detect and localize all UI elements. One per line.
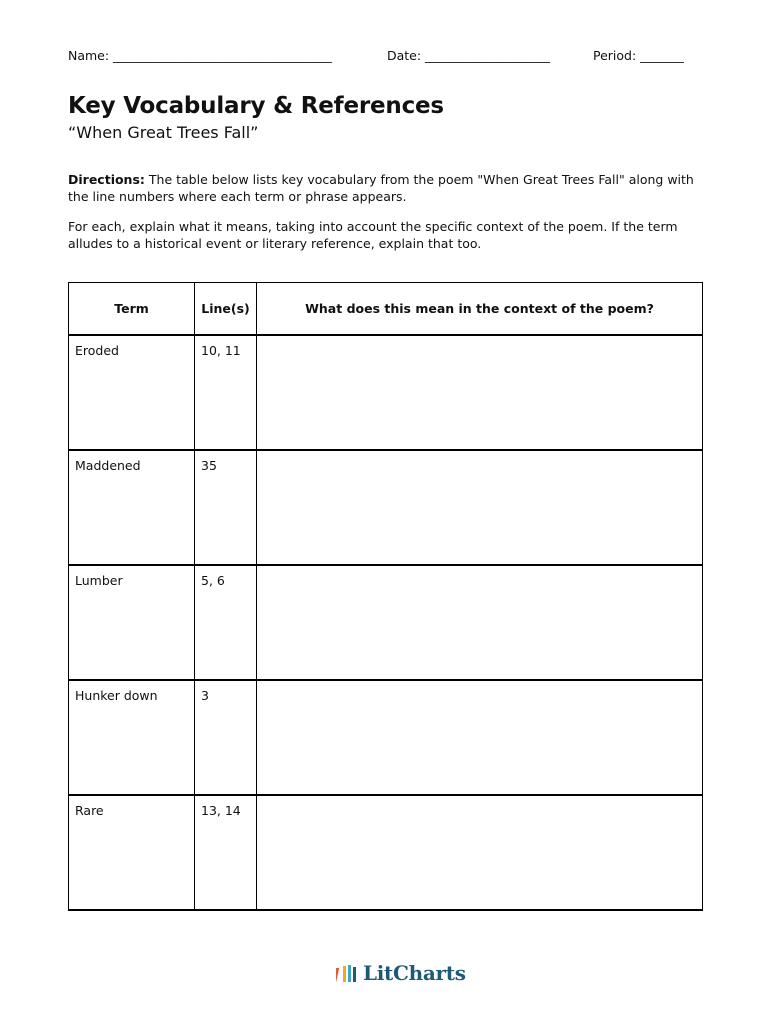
- table-row: [69, 680, 703, 795]
- table-header-row: [69, 283, 703, 336]
- term-cell: Hunker down: [69, 680, 195, 795]
- student-info-header: [68, 48, 698, 66]
- lines-cell: 13, 14: [195, 795, 257, 910]
- meaning-column-header: What does this mean in the context of the poem?: [257, 283, 703, 336]
- table-row: [69, 565, 703, 680]
- term-column-header: Term: [69, 283, 195, 336]
- term-cell: Rare: [69, 795, 195, 910]
- directions-text: The table below lists key vocabulary from the poem "When Great Trees Fall" along with the line numbers where each term or phrase appears.: [68, 172, 694, 204]
- meaning-answer-cell[interactable]: [257, 450, 703, 565]
- table-row: [69, 795, 703, 910]
- page-title: Key Vocabulary & References: [68, 93, 444, 119]
- logo-wordmark: LitCharts: [363, 961, 466, 985]
- lines-column-header: Line(s): [195, 283, 257, 336]
- poem-subtitle: “When Great Trees Fall”: [68, 123, 259, 142]
- lines-cell: 10, 11: [195, 335, 257, 450]
- table-row: [69, 450, 703, 565]
- table-row: [69, 335, 703, 450]
- vocabulary-table: [68, 282, 703, 911]
- lines-cell: 35: [195, 450, 257, 565]
- period-field[interactable]: Period: _______: [593, 48, 684, 63]
- lines-cell: 5, 6: [195, 565, 257, 680]
- meaning-answer-cell[interactable]: [257, 565, 703, 680]
- meaning-answer-cell[interactable]: [257, 335, 703, 450]
- instruction-paragraph: For each, explain what it means, taking into account the specific context of the poem. If the term alludes to a historical event or literary reference, explain that too.: [68, 219, 678, 251]
- directions-label: Directions:: [68, 172, 145, 187]
- term-cell: Maddened: [69, 450, 195, 565]
- date-field[interactable]: Date: ____________________: [387, 48, 551, 63]
- litcharts-logo: [336, 958, 466, 988]
- lines-cell: 3: [195, 680, 257, 795]
- book-spines-icon: [336, 964, 360, 982]
- meaning-answer-cell[interactable]: [257, 795, 703, 910]
- term-cell: Lumber: [69, 565, 195, 680]
- directions-paragraph: [68, 171, 708, 205]
- meaning-answer-cell[interactable]: [257, 680, 703, 795]
- name-field[interactable]: Name: ___________________________________: [68, 48, 332, 63]
- term-cell: Eroded: [69, 335, 195, 450]
